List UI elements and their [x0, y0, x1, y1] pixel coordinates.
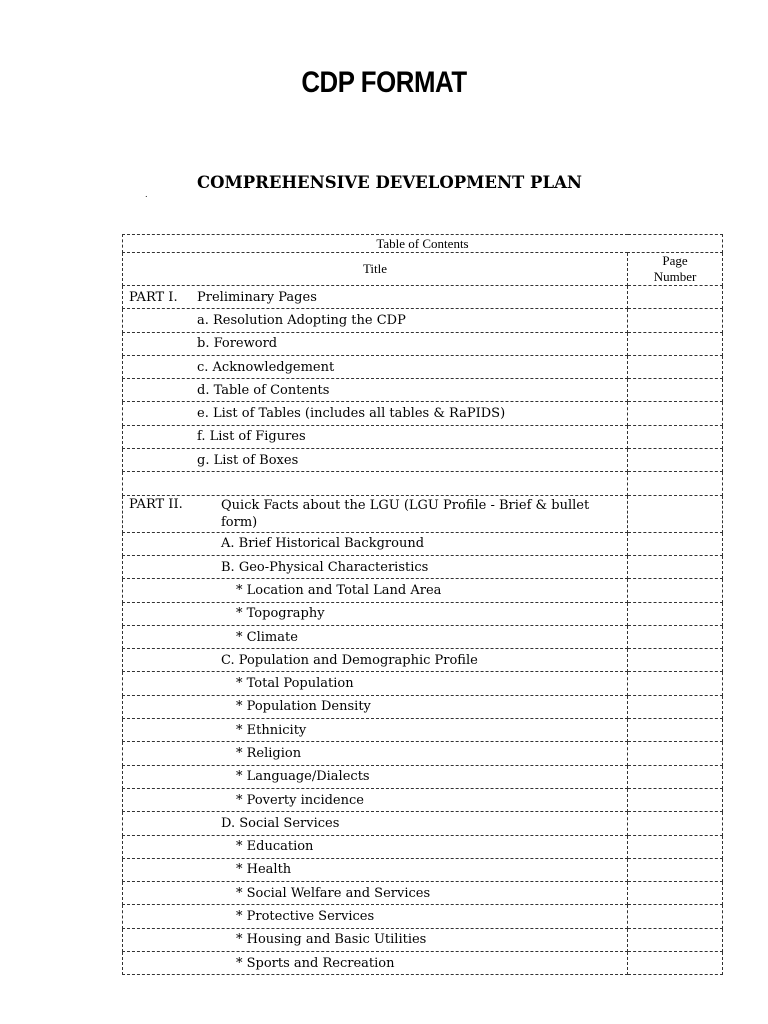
toc-entry: [123, 379, 628, 402]
toc-entry: [123, 835, 628, 858]
toc-entry: [123, 742, 628, 765]
table-row: [123, 402, 723, 425]
table-row: [123, 812, 723, 835]
page-number-cell: [628, 402, 723, 425]
stray-mark: .: [145, 190, 148, 199]
toc-entry: [123, 905, 628, 928]
entry-title: * Topography: [236, 606, 325, 622]
toc-caption: Table of Contents: [123, 235, 723, 253]
toc-entry: [123, 532, 628, 555]
page-number-cell: [628, 286, 723, 309]
page-number-cell: [628, 472, 723, 495]
toc-entry: [123, 402, 628, 425]
table-row: [123, 882, 723, 905]
toc-entry: [123, 882, 628, 905]
page-number-cell: [628, 649, 723, 672]
page-number-cell: [628, 742, 723, 765]
entry-title: A. Brief Historical Background: [221, 536, 425, 552]
toc-entry: [123, 309, 628, 332]
toc-entry: [123, 286, 628, 309]
page-number-cell: [628, 788, 723, 811]
page-number-cell: [628, 928, 723, 951]
toc-entry: [123, 625, 628, 648]
toc-caption-row: [123, 235, 723, 253]
page-number-cell: [628, 952, 723, 975]
page-number-cell: [628, 882, 723, 905]
table-row: [123, 495, 723, 532]
entry-title: * Health: [236, 862, 292, 878]
table-row: [123, 379, 723, 402]
entry-title: * Poverty incidence: [236, 792, 364, 808]
table-row: [123, 928, 723, 951]
entry-title: f. List of Figures: [197, 429, 306, 445]
page-number-cell: [628, 309, 723, 332]
page-number-cell: [628, 532, 723, 555]
table-row: [123, 579, 723, 602]
page-header-line2: Number: [653, 269, 697, 284]
entry-title: d. Table of Contents: [197, 382, 330, 398]
column-header-title: Title: [123, 253, 628, 286]
table-row: [123, 309, 723, 332]
page-number-cell: [628, 835, 723, 858]
entry-title: c. Acknowledgement: [197, 359, 335, 375]
toc-entry: [123, 555, 628, 578]
column-header-page-number: [628, 253, 723, 286]
page-number-cell: [628, 579, 723, 602]
toc-entry: [123, 355, 628, 378]
entry-title: * Religion: [236, 745, 302, 761]
page-number-cell: [628, 425, 723, 448]
toc-entry: [123, 695, 628, 718]
entry-title: Quick Facts about the LGU (LGU Profile - Brief & bullet form): [221, 497, 590, 530]
table-row: [123, 788, 723, 811]
toc-entry: [123, 719, 628, 742]
page-number-cell: [628, 765, 723, 788]
table-row: [123, 555, 723, 578]
toc-entry: [123, 472, 628, 495]
toc-entry: [123, 672, 628, 695]
toc-entry: [123, 332, 628, 355]
page-title: CDP FORMAT: [301, 66, 467, 99]
table-row: [123, 905, 723, 928]
entry-title: * Location and Total Land Area: [236, 582, 442, 598]
page-number-cell: [628, 332, 723, 355]
table-row: [123, 286, 723, 309]
entry-title: B. Geo-Physical Characteristics: [221, 559, 429, 575]
entry-title: Preliminary Pages: [197, 289, 317, 305]
table-row: [123, 835, 723, 858]
page-number-cell: [628, 672, 723, 695]
table-row: [123, 532, 723, 555]
entry-title: * Social Welfare and Services: [236, 885, 431, 901]
entry-title: g. List of Boxes: [197, 452, 299, 468]
page-number-cell: [628, 495, 723, 532]
entry-title: * Climate: [236, 629, 298, 645]
toc-entry: [123, 449, 628, 472]
toc-entry: [123, 495, 628, 532]
page-number-cell: [628, 355, 723, 378]
table-row: [123, 602, 723, 625]
toc-entry: [123, 602, 628, 625]
entry-title: * Total Population: [236, 676, 354, 692]
page-number-cell: [628, 812, 723, 835]
toc-entry: [123, 579, 628, 602]
entry-title: e. List of Tables (includes all tables & RaPIDS): [197, 406, 506, 422]
entry-title: a. Resolution Adopting the CDP: [197, 312, 406, 328]
page-number-cell: [628, 602, 723, 625]
table-row: [123, 858, 723, 881]
entry-title: D. Social Services: [221, 815, 340, 831]
page-subtitle: COMPREHENSIVE DEVELOPMENT PLAN: [197, 173, 582, 192]
entry-title: * Sports and Recreation: [236, 955, 395, 971]
toc-entry: [123, 765, 628, 788]
toc-entry: [123, 812, 628, 835]
toc-entry: [123, 858, 628, 881]
entry-title: * Education: [236, 839, 314, 855]
table-of-contents: [122, 234, 723, 975]
table-row: [123, 952, 723, 975]
part-label: PART II.: [129, 496, 183, 512]
table-row: [123, 695, 723, 718]
table-row: [123, 425, 723, 448]
table-row: [123, 765, 723, 788]
table-row: [123, 449, 723, 472]
toc-entry: [123, 788, 628, 811]
entry-title: * Protective Services: [236, 909, 375, 925]
page-number-cell: [628, 695, 723, 718]
page-number-cell: [628, 555, 723, 578]
table-row: [123, 625, 723, 648]
page-number-cell: [628, 379, 723, 402]
entry-title: * Ethnicity: [236, 722, 307, 738]
toc-entry: [123, 928, 628, 951]
entry-title: C. Population and Demographic Profile: [221, 652, 478, 668]
table-row: [123, 332, 723, 355]
table-row: [123, 472, 723, 495]
table-row: [123, 742, 723, 765]
page-number-cell: [628, 719, 723, 742]
toc-entry: [123, 649, 628, 672]
toc-entry: [123, 952, 628, 975]
page-number-cell: [628, 625, 723, 648]
table-row: [123, 355, 723, 378]
page-number-cell: [628, 858, 723, 881]
entry-title: * Language/Dialects: [236, 769, 370, 785]
page-number-cell: [628, 449, 723, 472]
page-number-cell: [628, 905, 723, 928]
table-row: [123, 672, 723, 695]
page-header-line1: Page: [662, 253, 688, 268]
toc-header-row: [123, 253, 723, 286]
table-row: [123, 719, 723, 742]
entry-title: * Housing and Basic Utilities: [236, 932, 427, 948]
toc-entry: [123, 425, 628, 448]
entry-title: * Population Density: [236, 699, 371, 715]
part-label: PART I.: [129, 289, 178, 305]
table-row: [123, 649, 723, 672]
entry-title: b. Foreword: [197, 336, 278, 352]
